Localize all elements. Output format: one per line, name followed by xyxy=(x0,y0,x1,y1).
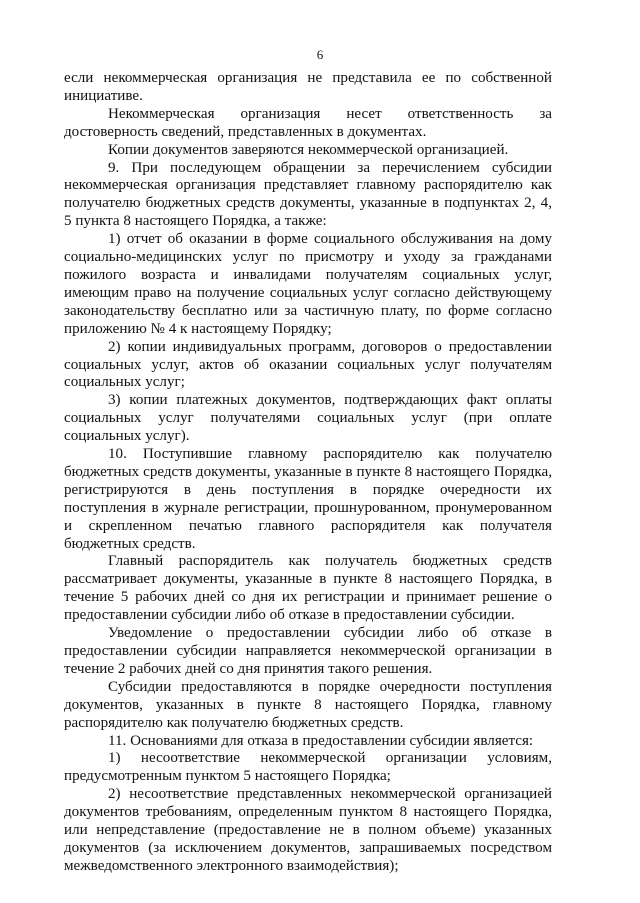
subitem-11-2: 2) несоответствие представленных некоммерческой организацией документов требованиям, определенным пунктом 8 настоящего Порядка, или непредставление (предоставление не в полном объеме) указанных документов (за исключением документов, запрашиваемых посредством межведомственного электронного взаимодействия); xyxy=(64,786,552,874)
paragraph-item-11: 11. Основаниями для отказа в предоставлении субсидии является: xyxy=(108,732,534,749)
paragraph: Некоммерческая организация несет ответственность за достоверность сведений, представленных в документах. xyxy=(64,105,552,140)
document-body xyxy=(64,70,552,876)
paragraph: Копии документов заверяются некоммерческой организацией. xyxy=(108,141,509,158)
paragraph-item-10: 10. Поступившие главному распорядителю как получателю бюджетных средств документы, указанные в пункте 8 настоящего Порядка, регистрируются в день поступления в порядке очередности их поступления в журнале регистрации, прошнурованном, пронумерованном и скрепленном печатью главного распорядителя как получателя бюджетных средств. xyxy=(64,446,552,552)
subitem-9-1: 1) отчет об оказании в форме социального обслуживания на дому социально-медицинских услуг по присмотру и уходу за гражданами пожилого возраста и инвалидами получателям социальных услуг, имеющим право на получение социальных услуг согласно действующему законодательству бесплатно или за частичную плату, по форме согласно приложению № 4 к настоящему Порядку; xyxy=(64,231,552,337)
paragraph: Уведомление о предоставлении субсидии либо об отказе в предоставлении субсидии направляется некоммерческой организации в течение 2 рабочих дней со дня принятия такого решения. xyxy=(64,625,552,677)
paragraph-item-9: 9. При последующем обращении за перечислением субсидии некоммерческая организация представляет главному распорядителю как получателю бюджетных средств документы, указанные в подпунктах 2, 4, 5 пункта 8 настоящего Порядка, а также: xyxy=(64,159,552,230)
subitem-9-3: 3) копии платежных документов, подтверждающих факт оплаты социальных услуг получателями социальных услуг (при оплате социальных услуг). xyxy=(64,392,552,445)
paragraph: если некоммерческая организация не представила ее по собственной инициативе. xyxy=(64,70,552,104)
page-number: 6 xyxy=(316,47,324,62)
subitem-9-2: 2) копии индивидуальных программ, договоров о предоставлении социальных услуг, актов об оказании социальных услуг получателям социальных услуг; xyxy=(64,338,552,391)
subitem-11-1: 1) несоответствие некоммерческой организации условиям, предусмотренным пунктом 5 настоящего Порядка; xyxy=(64,750,552,785)
paragraph: Главный распорядитель как получатель бюджетных средств рассматривает документы, указанные в пункте 8 настоящего Порядка, в течение 5 рабочих дней со дня их регистрации и принимает решение о предоставлении субсидии либо об отказе в предоставлении субсидии. xyxy=(64,553,552,624)
paragraph: Субсидии предоставляются в порядке очередности поступления документов, указанных в пункте 8 настоящего Порядка, главному распорядителю как получателю бюджетных средств. xyxy=(64,678,552,731)
